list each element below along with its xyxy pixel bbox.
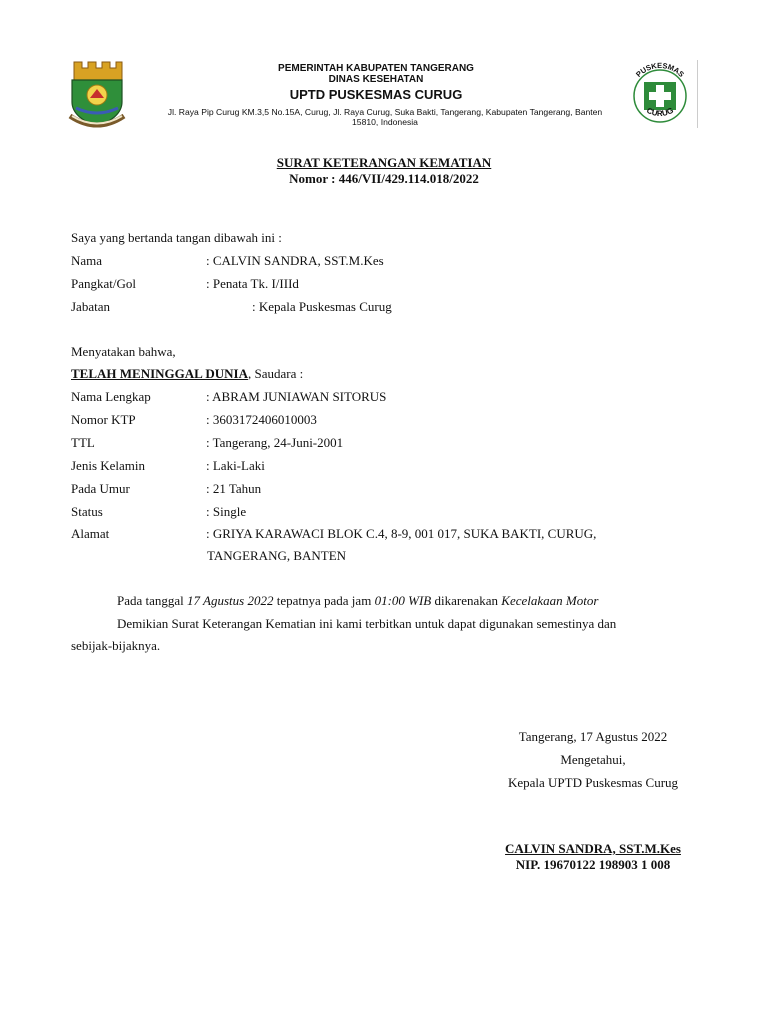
- intro-text: Saya yang bertanda tangan dibawah ini :: [71, 230, 282, 245]
- letterhead-government: PEMERINTAH KABUPATEN TANGERANG: [278, 63, 474, 74]
- signature-acknowledged: Mengetahui,: [560, 752, 626, 767]
- signer-rank-label: Pangkat/Gol: [71, 276, 136, 291]
- closing-paragraph-line2: sebijak-bijaknya.: [71, 638, 161, 653]
- statement-text: Menyatakan bahwa,: [71, 344, 176, 359]
- para1-text-a: Pada tanggal: [117, 593, 188, 608]
- deceased-address-value-line1: : GRIYA KARAWACI BLOK C.4, 8-9, 001 017, SUKA BAKTI, CURUG,: [206, 526, 597, 541]
- deceased-status-value: : Single: [206, 504, 247, 519]
- signer-name-label: Nama: [71, 253, 103, 268]
- death-time: 01:00 WIB: [374, 593, 432, 608]
- para1-text-c: dikarenakan: [431, 593, 502, 608]
- death-date: 17 Agustus 2022: [187, 593, 274, 608]
- signature-place-date: Tangerang, 17 Agustus 2022: [518, 729, 668, 744]
- signer-position-label: Jabatan: [71, 299, 110, 314]
- deceased-age-value: : 21 Tahun: [206, 481, 262, 496]
- signer-position-value: : Kepala Puskesmas Curug: [252, 299, 392, 314]
- deceased-status-label: Status: [71, 504, 103, 519]
- closing-paragraph-line1: Demikian Surat Keterangan Kematian ini kami terbitkan untuk dapat digunakan semestinya dan: [117, 616, 617, 631]
- regency-crest-logo: [66, 58, 128, 130]
- letterhead-address-line1: Jl. Raya Pip Curug KM.3,5 No.15A, Curug, Jl. Raya Curug, Suka Bakti, Tangerang, Kabupaten Tangerang, Banten: [167, 107, 603, 117]
- signature-position: Kepala UPTD Puskesmas Curug: [507, 775, 679, 790]
- letterhead-institution: UPTD PUSKESMAS CURUG: [289, 87, 463, 102]
- document-title: SURAT KETERANGAN KEMATIAN: [276, 155, 492, 170]
- deceased-ttl-value: : Tangerang, 24-Juni-2001: [206, 435, 344, 450]
- deceased-heading: [71, 366, 303, 382]
- puskesmas-logo-bottom-text: CURUG: [645, 105, 675, 119]
- deceased-gender-label: Jenis Kelamin: [71, 458, 146, 473]
- para1-text-b: tepatnya pada jam: [273, 593, 375, 608]
- puskesmas-logo-top-text: PUSKESMAS: [634, 60, 686, 79]
- deceased-ktp-value: : 3603172406010003: [206, 412, 317, 427]
- deceased-name-label: Nama Lengkap: [71, 389, 151, 404]
- death-details-paragraph: [117, 593, 598, 609]
- deceased-age-label: Pada Umur: [71, 481, 130, 496]
- letterhead-department: DINAS KESEHATAN: [328, 74, 424, 85]
- signature-name: CALVIN SANDRA, SST.M.Kes: [505, 841, 681, 856]
- deceased-ktp-label: Nomor KTP: [71, 412, 136, 427]
- signer-rank-value: : Penata Tk. I/IIId: [206, 276, 299, 291]
- deceased-address-label: Alamat: [71, 526, 110, 541]
- signer-name-value: : CALVIN SANDRA, SST.M.Kes: [206, 253, 384, 268]
- deceased-heading-suffix: , Saudara :: [247, 366, 304, 381]
- deceased-name-value: : ABRAM JUNIAWAN SITORUS: [206, 389, 387, 404]
- deceased-address-value-line2: TANGERANG, BANTEN: [207, 548, 347, 563]
- letterhead-address: [140, 107, 630, 127]
- deceased-gender-value: : Laki-Laki: [206, 458, 265, 473]
- death-cause: Kecelakaan Motor: [501, 593, 599, 608]
- deceased-heading-label: TELAH MENINGGAL DUNIA: [71, 366, 248, 381]
- letterhead-address-line2: 15810, Indonesia: [352, 117, 418, 127]
- letterhead-divider: [697, 60, 698, 128]
- document-number: Nomor : 446/VII/429.114.018/2022: [289, 171, 479, 186]
- deceased-ttl-label: TTL: [71, 435, 95, 450]
- signature-nip: NIP. 19670122 198903 1 008: [515, 857, 671, 872]
- puskesmas-logo: [622, 60, 698, 130]
